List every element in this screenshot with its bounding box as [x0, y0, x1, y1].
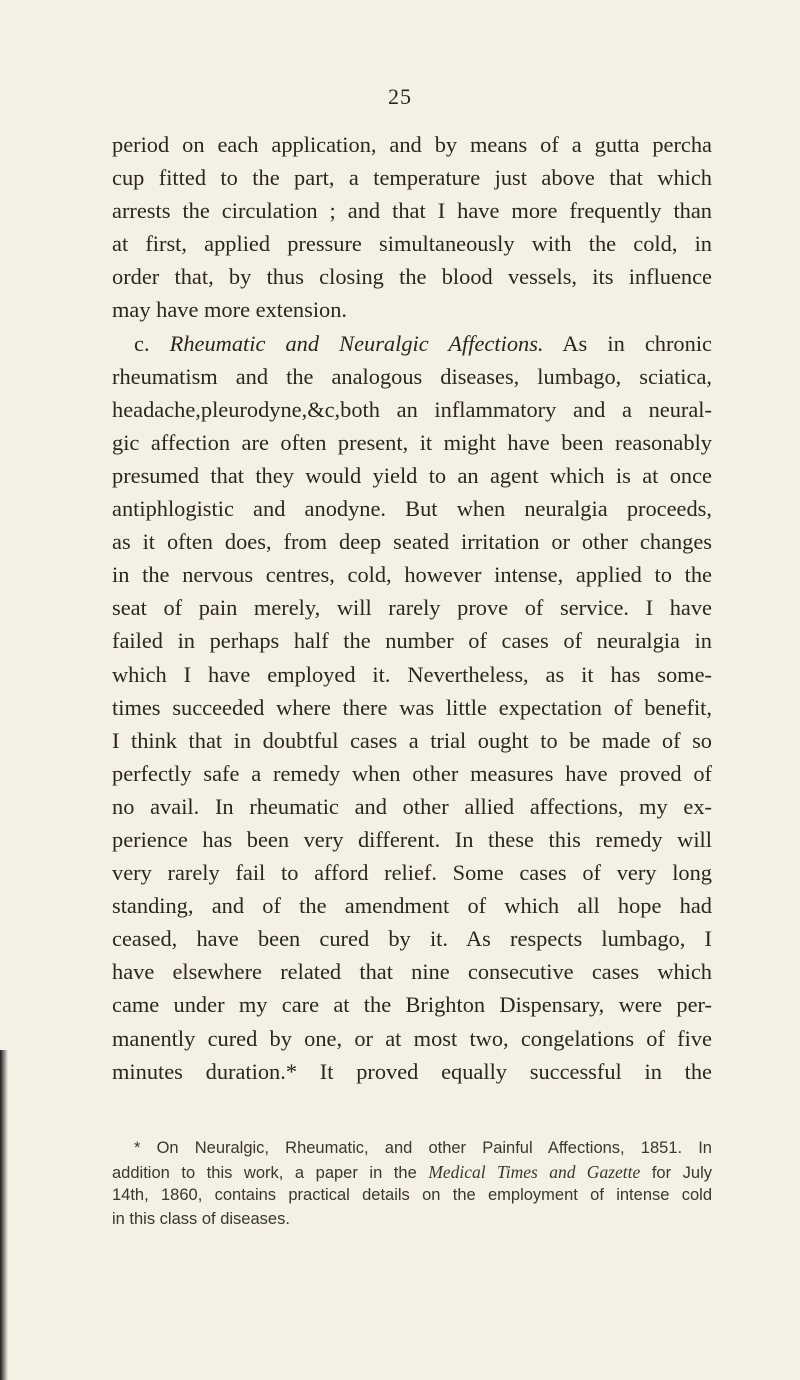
text-line: seat of pain merely, will rarely prove of service. I have: [112, 595, 712, 621]
text-line: headache,pleurodyne,&c,both an inflammatory and a neural-: [112, 396, 712, 422]
section-first-words: As in chronic: [562, 330, 712, 356]
text-line: rheumatism and the analogous diseases, lumbago, sciatica,: [112, 363, 712, 389]
footnote-line: 14th, 1860, contains practical details on the employment of intense cold: [112, 1186, 712, 1204]
footnote-line: * On Neuralgic, Rheumatic, and other Painful Affections, 1851. In: [134, 1139, 712, 1157]
footnote: [112, 1137, 712, 1231]
text-line: very rarely fail to afford relief. Some cases of very long: [112, 860, 712, 886]
text-line: as it often does, from deep seated irritation or other changes: [112, 529, 712, 555]
text-line: minutes duration.* It proved equally successful in the: [112, 1058, 712, 1084]
text-line: I think that in doubtful cases a trial ought to be made of so: [112, 727, 712, 753]
text-line: period on each application, and by means of a gutta percha: [112, 132, 712, 157]
text-line: presumed that they would yield to an agent which is at once: [112, 462, 712, 488]
text-line: in the nervous centres, cold, however intense, applied to the: [112, 562, 712, 588]
section-label: c.: [134, 330, 150, 356]
body-text: [112, 128, 712, 1088]
text-line: came under my care at the Brighton Dispensary, were per-: [112, 992, 712, 1018]
text-line: gic affection are often present, it might have been reasonably: [112, 429, 712, 455]
text-line: order that, by thus closing the blood vessels, its influence: [112, 264, 712, 290]
page-number: 25: [388, 84, 412, 109]
footnote-text: addition to this work, a paper in the: [112, 1163, 417, 1182]
journal-title: Medical Times and Gazette: [428, 1161, 641, 1182]
text-line: no avail. In rheumatic and other allied affections, my ex-: [112, 793, 712, 819]
footnote-line: [112, 1161, 712, 1185]
text-line: which I have employed it. Nevertheless, as it has some-: [112, 661, 712, 687]
text-line: antiphlogistic and anodyne. But when neuralgia proceeds,: [112, 496, 712, 522]
section-title: Rheumatic and Neuralgic Affections.: [169, 330, 544, 356]
text-line: failed in perhaps half the number of cases of neuralgia in: [112, 628, 712, 654]
page-edge-shadow: [0, 1050, 8, 1380]
text-line: at first, applied pressure simultaneously with the cold, in: [112, 231, 712, 257]
text-line: standing, and of the amendment of which all hope had: [112, 893, 712, 919]
footnote-text: for July: [651, 1163, 712, 1182]
text-line: perfectly safe a remedy when other measures have proved of: [112, 760, 712, 786]
text-line: have elsewhere related that nine consecutive cases which: [112, 959, 712, 985]
text-line: may have more extension.: [112, 297, 348, 323]
text-line: times succeeded where there was little expectation of benefit,: [112, 694, 712, 720]
text-line: cup fitted to the part, a temperature just above that which: [112, 165, 712, 191]
section-heading-line: [112, 327, 712, 360]
footnote-line: in this class of diseases.: [112, 1209, 290, 1228]
text-line: arrests the circulation ; and that I have more frequently than: [112, 198, 712, 224]
text-line: manently cured by one, or at most two, congelations of five: [112, 1025, 712, 1051]
text-line: perience has been very different. In these this remedy will: [112, 826, 712, 852]
text-line: ceased, have been cured by it. As respects lumbago, I: [112, 926, 712, 952]
